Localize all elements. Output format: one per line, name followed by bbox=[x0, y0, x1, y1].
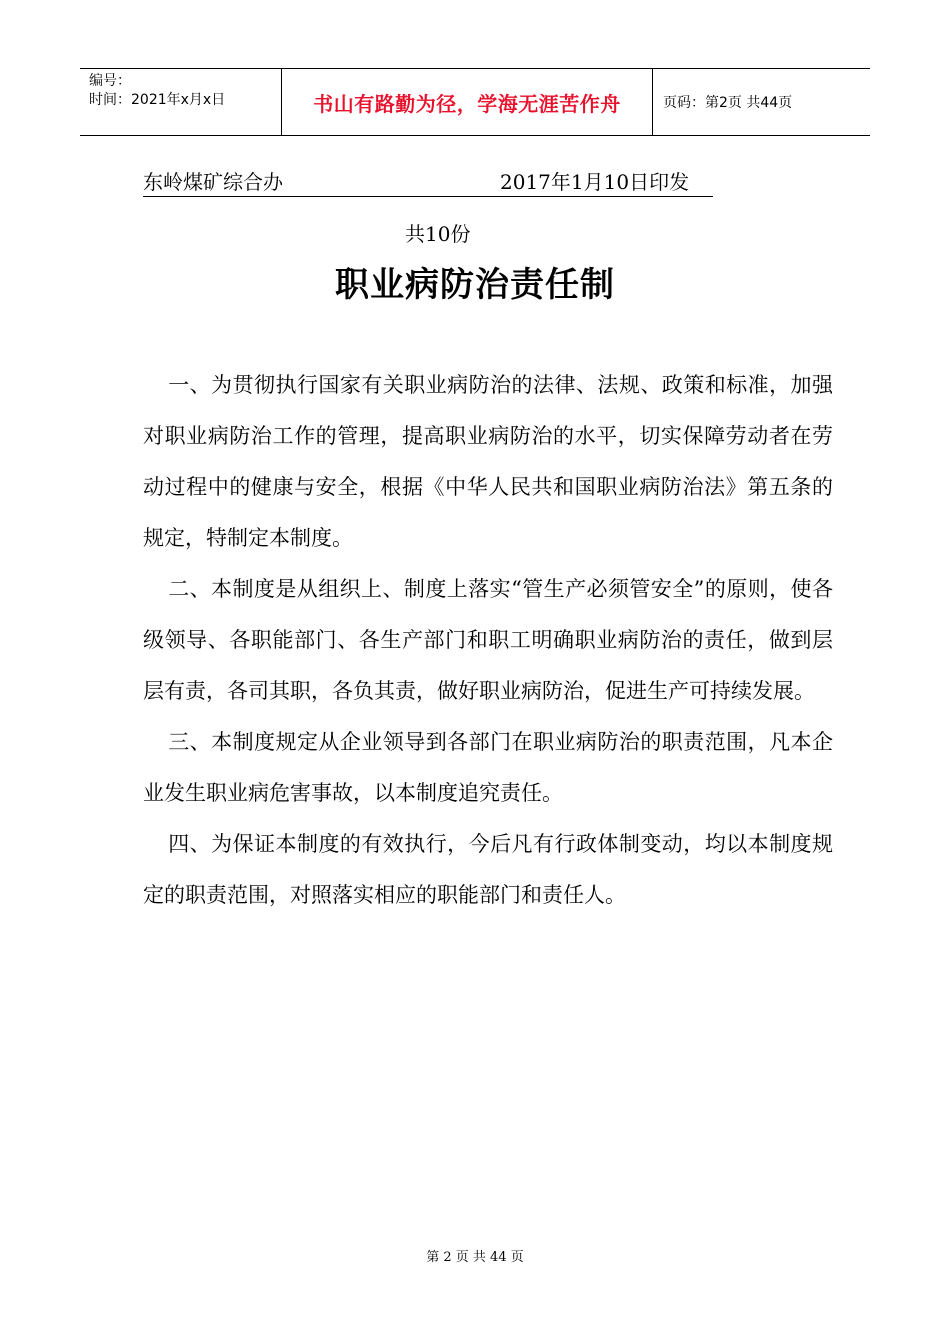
header-page-info bbox=[663, 69, 870, 135]
motto-text: 书山有路勤为径，学海无涯苦作舟 bbox=[313, 91, 621, 116]
paragraph-4: 四、为保证本制度的有效执行，今后凡有行政体制变动，均以本制度规定的职责范围，对照落实相应的职能部门和责任人。 bbox=[143, 832, 833, 907]
document-number-label: 编号： bbox=[89, 73, 131, 89]
issue-date: 2017年1月10日印发 bbox=[500, 170, 690, 194]
paragraph-2: 二、本制度是从组织上、制度上落实“管生产必须管安全”的原则，使各级领导、各职能部门、各生产部门和职工明确职业病防治的责任，做到层层有责，各司其职，各负其责，做好职业病防治，促进生产可持续发展。 bbox=[143, 577, 833, 703]
document-title: 职业病防治责任制 bbox=[335, 265, 615, 305]
copies-count: 共10份 bbox=[405, 222, 471, 246]
paragraph-1: 一、为贯彻执行国家有关职业病防治的法律、法规、政策和标准，加强对职业病防治工作的管理，提高职业病防治的水平，切实保障劳动者在劳动过程中的健康与安全，根据《中华人民共和国职业病防治法》第五条的规定，特制定本制度。 bbox=[143, 373, 833, 550]
issuer: 东岭煤矿综合办 bbox=[143, 170, 283, 194]
header-meta bbox=[80, 69, 280, 135]
header-motto-cell bbox=[281, 69, 653, 135]
document-body bbox=[143, 360, 833, 921]
page-footer: 第 2 页 共 44 页 bbox=[426, 1250, 524, 1265]
page-info-text: 页码：第2页 共44页 bbox=[663, 95, 793, 111]
issue-line bbox=[143, 168, 713, 197]
page-header bbox=[80, 68, 870, 136]
paragraph-3: 三、本制度规定从企业领导到各部门在职业病防治的职责范围，凡本企业发生职业病危害事故，以本制度追究责任。 bbox=[143, 730, 833, 805]
document-time-label: 时间：2021年x月x日 bbox=[89, 92, 226, 108]
